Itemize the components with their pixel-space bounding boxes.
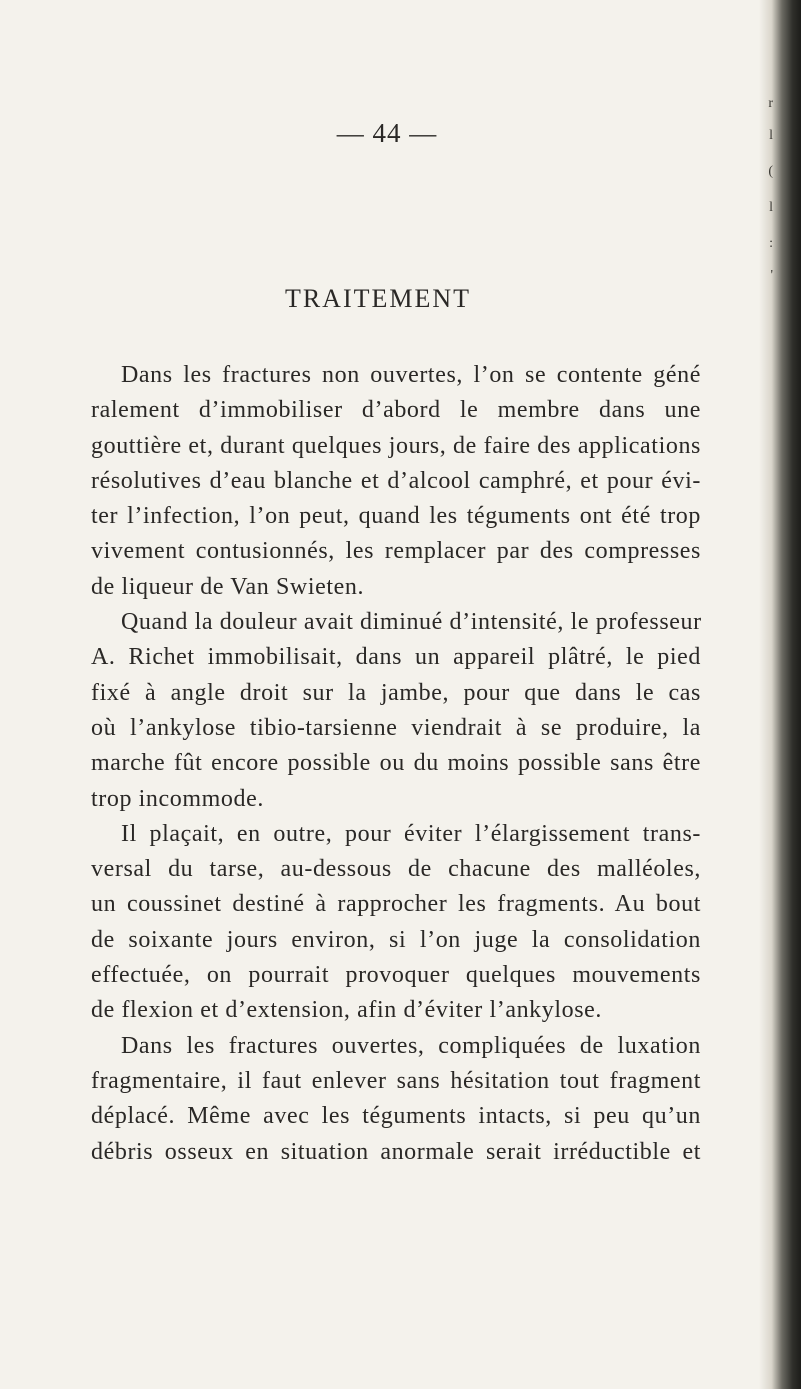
edge-mark: ( bbox=[768, 164, 773, 179]
text-line: de soixante jours environ, si l’on juge la consolidation bbox=[91, 926, 701, 953]
text-line: Dans les fractures ouvertes, compliquées de luxation bbox=[121, 1032, 701, 1059]
text-line: de liqueur de Van Swieten. bbox=[91, 573, 365, 600]
text-line: ralement d’immobiliser d’abord le membre dans une bbox=[91, 397, 701, 424]
text-line: Il plaçait, en outre, pour éviter l’élargissement trans- bbox=[121, 820, 701, 847]
text-line: A. Richet immobilisait, dans un appareil plâtré, le pied bbox=[91, 644, 701, 671]
text-line: un coussinet destiné à rapprocher les fragments. Au bout bbox=[91, 891, 701, 918]
edge-mark: ' bbox=[770, 268, 773, 283]
text-line: résolutives d’eau blanche et d’alcool camphré, et pour évi- bbox=[91, 467, 701, 494]
text-line: de flexion et d’extension, afin d’éviter l’ankylose. bbox=[91, 997, 603, 1024]
page-edge-shadow bbox=[759, 0, 801, 1389]
text-line: déplacé. Même avec les téguments intacts, si peu qu’un bbox=[91, 1103, 701, 1130]
text-line: fragmentaire, il faut enlever sans hésitation tout fragment bbox=[91, 1067, 701, 1094]
text-line: effectuée, on pourrait provoquer quelques mouvements bbox=[91, 962, 701, 989]
page-number: — 44 — bbox=[336, 118, 438, 148]
text-line: ter l’infection, l’on peut, quand les téguments ont été trop bbox=[91, 503, 701, 530]
text-line: versal du tarse, au-dessous de chacune des malléoles, bbox=[91, 856, 701, 883]
edge-mark: r bbox=[768, 96, 773, 111]
text-line: trop incommode. bbox=[91, 785, 264, 812]
edge-mark: : bbox=[769, 236, 773, 251]
body-text bbox=[91, 358, 701, 1170]
text-line: où l’ankylose tibio-tarsienne viendrait à se produire, la bbox=[91, 714, 701, 741]
edge-mark: l bbox=[769, 200, 773, 215]
text-line: Quand la douleur avait diminué d’intensité, le professeur bbox=[121, 609, 702, 636]
text-line: fixé à angle droit sur la jambe, pour que dans le cas bbox=[91, 679, 701, 706]
text-line: vivement contusionnés, les remplacer par des compresses bbox=[91, 538, 701, 565]
text-line: gouttière et, durant quelques jours, de faire des applications bbox=[91, 432, 701, 459]
edge-mark: l bbox=[769, 128, 773, 143]
text-line: marche fût encore possible ou du moins possible sans être bbox=[91, 750, 701, 777]
text-line: Dans les fractures non ouvertes, l’on se contente géné bbox=[121, 362, 701, 388]
section-title: TRAITEMENT bbox=[284, 284, 472, 313]
text-line: débris osseux en situation anormale serait irréductible et bbox=[91, 1138, 701, 1165]
